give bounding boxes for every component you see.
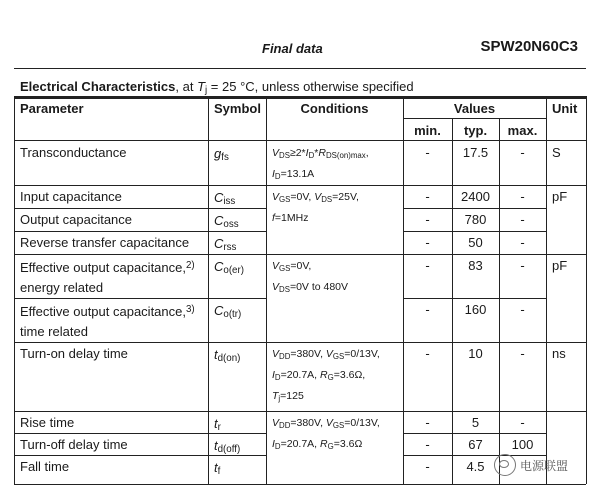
header-bottom-rule	[14, 140, 586, 141]
condition-cell: $I_D=20.7A$, $R_G=3.6\Omega$,	[272, 369, 366, 382]
symbol-cell: $C_{rss}$	[214, 236, 237, 253]
symbol-cell: $t_r$	[214, 416, 221, 433]
top-rule	[14, 68, 586, 69]
border-right	[586, 96, 587, 484]
col-values: Values	[453, 101, 496, 116]
divider-parameter-symbol	[208, 96, 209, 484]
col-symbol: Symbol	[214, 101, 261, 116]
typ-cell: 5	[471, 415, 480, 430]
condition-cell: $T_j=125$	[272, 390, 304, 403]
row-rule	[403, 298, 546, 299]
row-group-rule	[14, 185, 586, 186]
unit-cell: ns	[552, 346, 566, 361]
parameter-cell: Rise time	[20, 415, 75, 430]
unit-cell: S	[552, 145, 561, 160]
col-unit: Unit	[552, 101, 578, 116]
max-cell: 100	[511, 437, 534, 452]
condition-cell: $V_{GS}=0V$,	[272, 260, 312, 273]
min-cell: -	[425, 415, 430, 430]
divider-symbol-conditions	[266, 96, 267, 484]
row-rule	[403, 231, 546, 232]
condition-cell: $V_{DD}=380V$, $V_{GS}=0/13V$,	[272, 348, 380, 361]
symbol-cell: $C_{oss}$	[214, 213, 239, 230]
condition-cell: f=1MHz	[272, 212, 309, 224]
condition-cell: $V_{GS}=0V$, $V_{DS}=25V$,	[272, 191, 359, 204]
row-group-rule	[14, 411, 586, 412]
symbol-cell: $t_f$	[214, 460, 221, 477]
max-cell: -	[520, 145, 525, 160]
typ-cell: 17.5	[462, 145, 489, 160]
condition-cell: $I_D=20.7A$, $R_G=3.6\Omega$	[272, 438, 363, 451]
condition-cell: $V_{DS}=0V$ to 480V	[272, 281, 349, 294]
parameter-cell: Reverse transfer capacitance	[20, 235, 190, 250]
row-rule	[403, 433, 546, 434]
parameter-cell: Output capacitance	[20, 212, 133, 227]
parameter-cell: Fall time	[20, 459, 70, 474]
table-top-rule	[14, 96, 586, 99]
parameter-cell: Turn-off delay time	[20, 437, 128, 452]
values-subheader-rule	[403, 118, 546, 119]
border-left	[14, 96, 15, 484]
min-cell: -	[425, 189, 430, 204]
min-cell: -	[425, 346, 430, 361]
max-cell: -	[520, 346, 525, 361]
unit-cell: pF	[552, 258, 568, 273]
parameter-cell: time related	[20, 324, 88, 339]
part-number: SPW20N60C3	[480, 38, 578, 55]
row-group-rule	[14, 254, 586, 255]
max-cell: -	[520, 415, 525, 430]
symbol-cell: $g_{fs}$	[214, 146, 229, 163]
symbol-cell: $C_{o(tr)}$	[214, 303, 242, 320]
typ-cell: 67	[468, 437, 483, 452]
col-typ: typ.	[463, 123, 488, 138]
row-group-rule	[14, 484, 586, 485]
caption-title: Electrical Characteristics	[20, 79, 176, 94]
table-caption	[20, 79, 414, 96]
condition-cell: $I_D=13.1A$	[272, 168, 315, 181]
min-cell: -	[425, 258, 430, 273]
datasheet-status: Final data	[262, 41, 323, 56]
watermark	[494, 453, 590, 477]
parameter-cell: Effective output capacitance,$^{2)}$	[20, 260, 195, 275]
min-cell: -	[425, 235, 430, 250]
min-cell: -	[425, 212, 430, 227]
caption-conditions: , at $T_j = 25$ °C, unless otherwise specified	[175, 79, 414, 96]
unit-cell: pF	[552, 189, 568, 204]
symbol-cell: $t_{d(off)}$	[214, 438, 241, 455]
typ-cell: 2400	[461, 189, 490, 204]
parameter-cell: energy related	[20, 280, 104, 295]
col-parameter: Parameter	[20, 101, 84, 116]
condition-cell: $V_{DS}\ge 2*I_D*R_{DS(on)max}$,	[272, 147, 369, 160]
typ-cell: 4.5	[466, 459, 485, 474]
min-cell: -	[425, 459, 430, 474]
min-cell: -	[425, 302, 430, 317]
row-rule	[403, 208, 546, 209]
typ-cell: 10	[468, 346, 483, 361]
col-conditions: Conditions	[300, 101, 369, 116]
max-cell: -	[520, 189, 525, 204]
max-cell: -	[520, 302, 525, 317]
parameter-cell: Transconductance	[20, 145, 127, 160]
parameter-cell: Input capacitance	[20, 189, 122, 204]
parameter-cell: Effective output capacitance,$^{3)}$	[20, 304, 195, 319]
wechat-icon	[494, 454, 516, 476]
max-cell: -	[520, 258, 525, 273]
watermark-text: 电源联盟	[520, 458, 569, 473]
min-cell: -	[425, 145, 430, 160]
max-cell: -	[520, 212, 525, 227]
symbol-cell: $C_{o(er)}$	[214, 259, 244, 276]
row-group-rule	[14, 342, 586, 343]
typ-cell: 83	[468, 258, 483, 273]
row-rule	[14, 298, 266, 299]
condition-cell: $V_{DD}=380V$, $V_{GS}=0/13V$,	[272, 417, 380, 430]
typ-cell: 160	[464, 302, 487, 317]
divider-values-unit	[546, 96, 547, 484]
symbol-cell: $t_{d(on)}$	[214, 347, 241, 364]
parameter-cell: Turn-on delay time	[20, 346, 128, 361]
min-cell: -	[425, 437, 430, 452]
col-max: max.	[507, 123, 538, 138]
max-cell: -	[520, 235, 525, 250]
typ-cell: 780	[464, 212, 487, 227]
row-rule	[14, 433, 266, 434]
col-min: min.	[414, 123, 441, 138]
typ-cell: 50	[468, 235, 483, 250]
symbol-cell: $C_{iss}$	[214, 190, 236, 207]
